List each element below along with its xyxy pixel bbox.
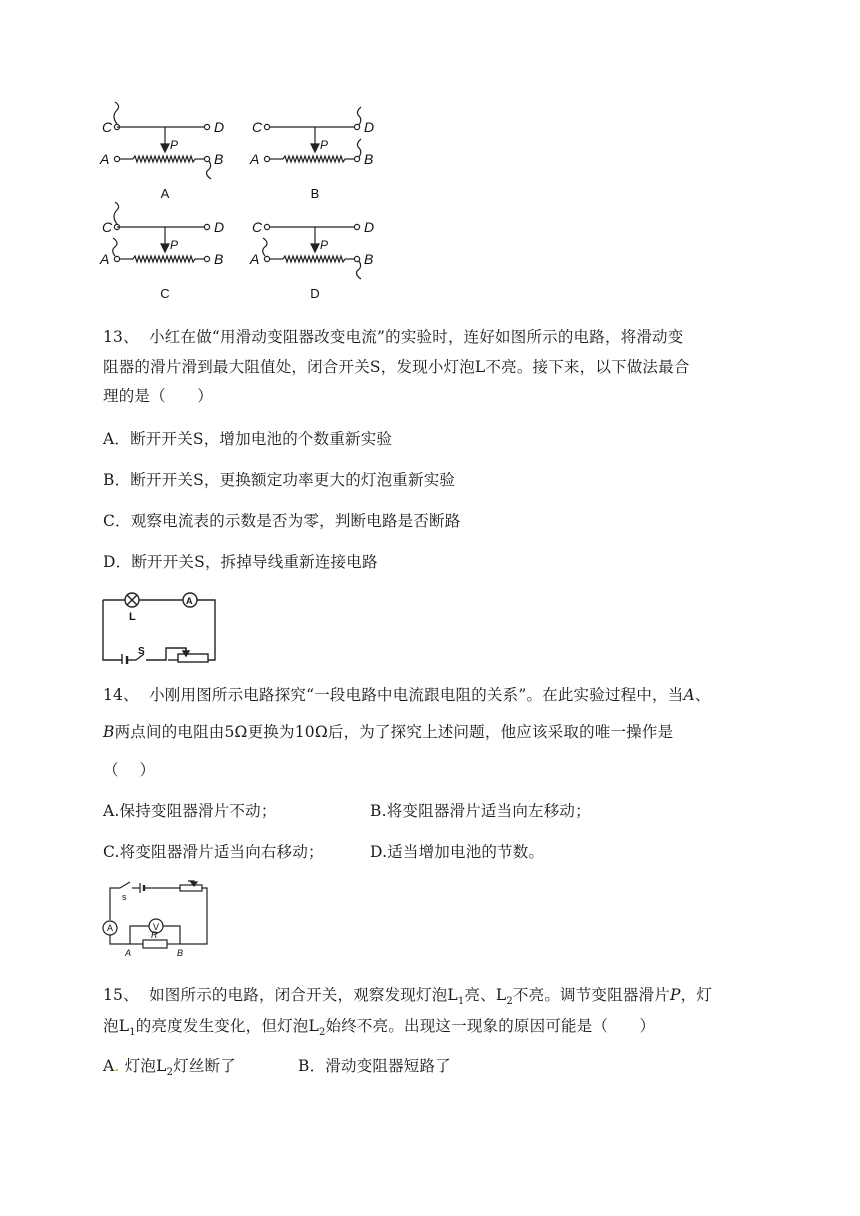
q14-stem-text-2: 两点间的电阻由5Ω更换为10Ω后，为了探究上述问题，他应该采取的唯一操作是 (114, 723, 674, 741)
q14-ammeter-label: A (107, 923, 114, 933)
q15-stem-text: 不亮。调节变阻器滑片 (512, 986, 670, 1004)
q15-number: 15、 (103, 986, 139, 1004)
q14-voltmeter-label: V (153, 922, 160, 932)
q14-resistor-label: R (151, 930, 158, 940)
q13-stem-text: 小红在做“用滑动变阻器改变电流”的实验时，连好如图所示的电路，将滑动变 (149, 328, 684, 346)
q14-option-d: D.适当增加电池的节数。 (370, 843, 545, 861)
q13-number: 13、 (103, 328, 139, 346)
q14-point-a: A (683, 686, 695, 704)
q15-stem-line-2 (103, 1016, 655, 1043)
q15-sub: 1 (457, 996, 465, 1008)
terminal-b-label: B (214, 151, 224, 167)
terminal-b-label: B (364, 251, 374, 267)
terminal-d-label: D (364, 119, 375, 135)
q15-sub: 1 (129, 1027, 136, 1039)
option-a-caption: A (160, 186, 170, 201)
terminal-c-label: C (102, 119, 113, 135)
q15-sub: 2 (506, 996, 513, 1008)
option-d-caption: D (310, 286, 320, 301)
rheostat-option-d (263, 224, 361, 279)
q14-stem-line-2 (103, 722, 673, 742)
slider-p-label: P (170, 238, 179, 252)
q13-stem-line-1 (103, 327, 683, 347)
q13-option-b: B．断开开关S，更换额定功率更大的灯泡重新实验 (103, 471, 456, 489)
q15-option-a-dot: . (114, 1057, 120, 1075)
q15-stem-text: ，灯 (680, 986, 712, 1004)
q13-ammeter-label: A (186, 596, 193, 606)
slider-p-label: P (320, 138, 329, 152)
terminal-d-label: D (364, 219, 375, 235)
q15-sub: 2 (318, 1027, 326, 1039)
terminal-a-label: A (250, 151, 260, 167)
terminal-c-label: C (252, 219, 263, 235)
terminal-a-label: A (100, 251, 110, 267)
q13-option-d: D．断开开关S，拆掉导线重新连接电路 (103, 553, 378, 571)
q14-stem-line-1 (103, 685, 711, 705)
terminal-b-label: B (364, 151, 374, 167)
q15-option-a-text: 灯丝断了 (173, 1057, 236, 1075)
q14-option-a: A.保持变阻器滑片不动； (103, 802, 277, 820)
q14-number: 14、 (103, 686, 139, 704)
q13-switch-label: S (138, 646, 145, 657)
q13-lamp-label: L (129, 611, 136, 623)
option-c-caption: C (160, 286, 170, 301)
q14-point-a-label: A (125, 948, 132, 958)
q15-option-b: B．滑动变阻器短路了 (298, 1057, 451, 1075)
rheostat-options-figure (95, 100, 395, 310)
terminal-d-label: D (214, 119, 225, 135)
q14-stem-text: 小刚用图所示电路探究“一段电路中电流跟电阻的关系”。在此实验过程中，当 (149, 686, 684, 704)
rheostat-option-a (114, 102, 211, 179)
q13-option-c: C．观察电流表的示数是否为零，判断电路是否断路 (103, 512, 461, 530)
slider-p-label: P (170, 138, 179, 152)
rheostat-option-c (113, 202, 210, 262)
q14-circuit-figure (98, 878, 213, 958)
terminal-b-label: B (214, 251, 224, 267)
q13-option-a: A．断开开关S，增加电池的个数重新实验 (103, 430, 393, 448)
q15-stem-text: 泡L (103, 1017, 130, 1035)
q15-stem-text: 亮、L (464, 986, 507, 1004)
terminal-c-label: C (252, 119, 263, 135)
q15-stem-line-1 (103, 985, 712, 1012)
q14-point-b-label: B (177, 948, 184, 958)
terminal-a-label: A (100, 151, 110, 167)
terminal-d-label: D (214, 219, 225, 235)
q13-stem-line-2: 阻器的滑片滑到最大阻值处，闭合开关S，发现小灯泡L不亮。接下来，以下做法最合 (103, 358, 690, 376)
q13-circuit-figure (98, 590, 220, 664)
q15-option-a-letter: A (103, 1057, 115, 1075)
q13-stem-line-3: 理的是（ ） (103, 387, 213, 405)
q14-point-b: B (103, 723, 115, 741)
q15-option-a-text: 灯泡L (119, 1057, 167, 1075)
q14-option-b: B.将变阻器滑片适当向左移动； (370, 802, 591, 820)
slider-p-label: P (320, 238, 329, 252)
q15-stem-text: 始终不亮。出现这一现象的原因可能是（ ） (325, 1017, 656, 1035)
q14-stem-line-3: （ ） (103, 761, 156, 779)
rheostat-option-b (264, 107, 361, 162)
q15-slider-p: P (669, 986, 681, 1004)
q15-stem-text: 的亮度发生变化，但灯泡L (135, 1017, 319, 1035)
q15-option-a (103, 1056, 236, 1083)
q14-switch-label: s (122, 892, 127, 902)
q15-sub: 2 (166, 1067, 174, 1079)
q15-stem-text: 如图所示的电路，闭合开关，观察发现灯泡L (149, 986, 458, 1004)
q14-option-c: C.将变阻器滑片适当向右移动； (103, 843, 324, 861)
terminal-a-label: A (250, 251, 260, 267)
q14-stem-punct: 、 (694, 686, 711, 704)
terminal-c-label: C (102, 219, 113, 235)
option-b-caption: B (310, 186, 320, 201)
